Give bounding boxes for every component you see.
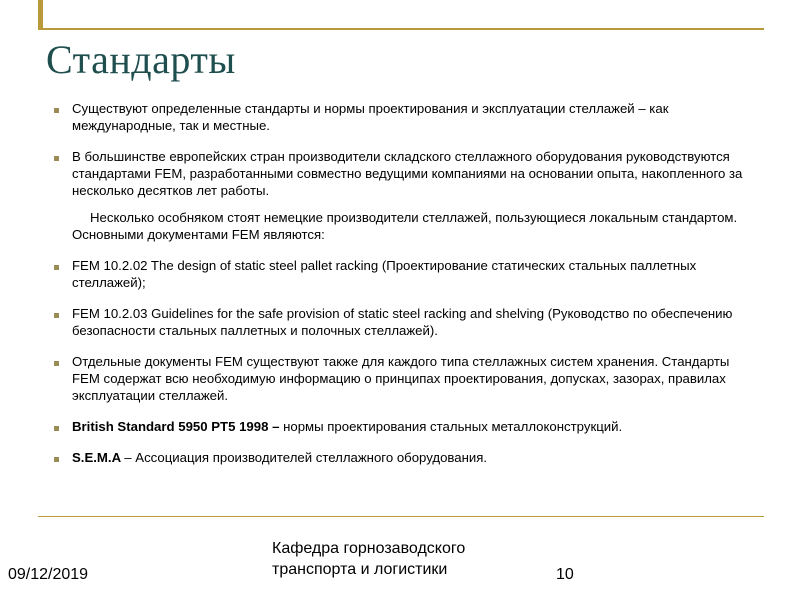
list-item [54,353,754,404]
footer-divider [38,516,764,517]
list-item-text [72,418,754,435]
bullet-marker-icon [54,353,72,368]
list-item-text: В большинстве европейских стран производители складского стеллажного оборудования руководствуются стандартами FEM, разработанными совместно ведущими компаниями на основании опыта, накопленного за несколько десятков лет работы. [72,149,743,198]
header-divider [38,28,764,30]
list-item-text: FEM 10.2.02 The design of static steel pallet racking (Проектирование статических стальных паллетных стеллажей); [72,258,697,290]
list-item [54,257,754,291]
page-title: Стандарты [46,37,236,82]
bullet-list [54,100,754,480]
bullet-marker-icon [54,305,72,320]
list-item [54,100,754,134]
bullet-marker-icon [54,449,72,464]
list-item-text: FEM 10.2.03 Guidelines for the safe provision of static steel racking and shelving (Руководство по обеспечению безопасности стальных паллетных и полочных стеллажей). [72,306,733,338]
accent-bar [38,0,43,30]
bullet-marker-icon [54,418,72,433]
list-item-bold-prefix: British Standard 5950 PT5 1998 – [72,419,284,434]
list-item [54,449,754,466]
footer-page-number: 10 [556,566,574,583]
bullet-marker-icon [54,257,72,272]
bullet-marker-placeholder-icon [54,209,72,224]
list-item-rest: – Ассоциация производителей стеллажного оборудования. [124,450,488,465]
bullet-marker-icon [54,148,72,163]
bullet-marker-icon [54,100,72,115]
list-item-text: Существуют определенные стандарты и нормы проектирования и эксплуатации стеллажей – как международные, так и местные. [72,101,669,133]
list-item-text: Отдельные документы FEM существуют также для каждого типа стеллажных систем хранения. Стандарты FEM содержат всю необходимую информацию о принципах проектирования, допусках, зазорах, правилах эксплуатации стеллажей. [72,354,730,403]
list-item-text [72,449,754,466]
list-item-bold-prefix: S.E.M.A [72,450,125,465]
list-item-rest: нормы проектирования стальных металлоконструкций. [283,419,623,434]
list-item [54,148,754,199]
list-item [54,209,754,243]
list-item-text: Несколько особняком стоят немецкие производители стеллажей, пользующиеся локальным стандартом. Основными документами FEM являются: [72,210,738,242]
footer-department: Кафедра горнозаводского транспорта и логистики [272,540,466,578]
footer-date: 09/12/2019 [8,566,89,583]
list-item [54,418,754,435]
list-item [54,305,754,339]
